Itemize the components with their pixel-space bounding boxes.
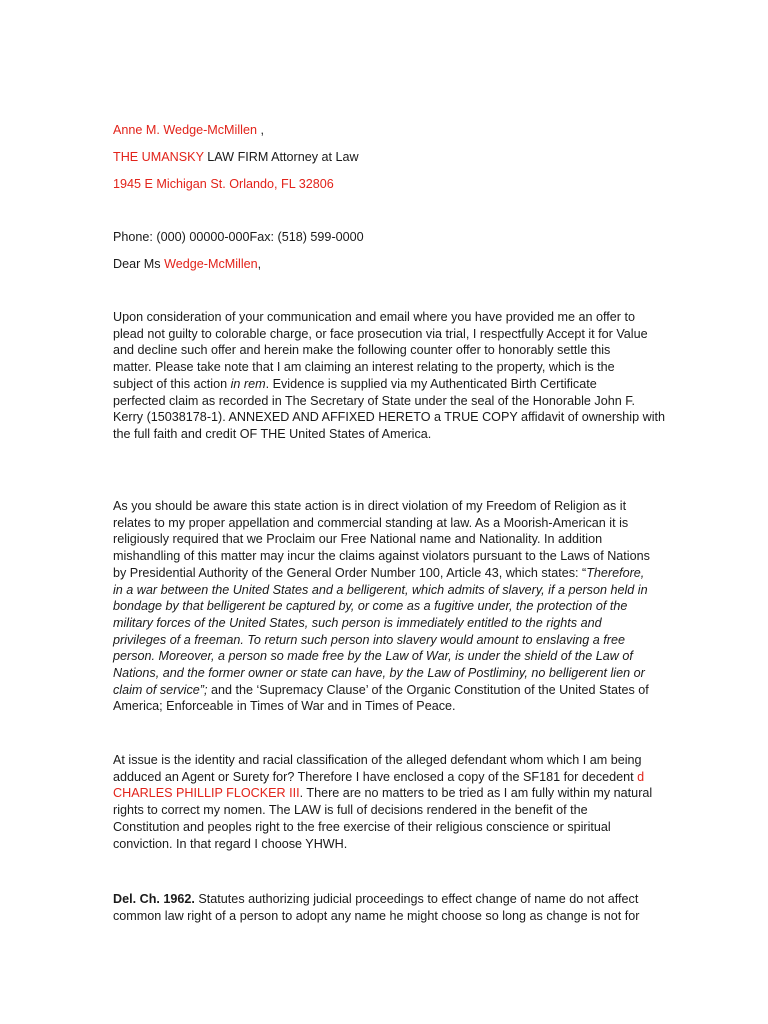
quote-line-6: Nations, and the former owner or state can have, by the Law of Postliminy, no belligerent lien or (113, 666, 645, 681)
quote-line-2: bondage by that belligerent be captured by, or come as a fugitive under, the protection of the (113, 599, 628, 614)
firm-name-rest: LAW FIRM Attorney at Law (203, 150, 359, 164)
salutation-prefix: Dear Ms (113, 257, 165, 271)
salutation (113, 256, 261, 273)
p2-line-2: relates to my proper appellation and commercial standing at law. As a Moorish-American it is (113, 515, 629, 530)
salutation-name: Wedge-McMillen (164, 257, 258, 271)
p1-line-4: matter. Please take note that I am claiming an interest relating to the property, which is the (113, 360, 615, 375)
p3-line-1: At issue is the identity and racial classification of the alleged defendant whom which I am being (113, 753, 642, 767)
p1-line-3: and decline such offer and herein make the following counter offer to honorably settle this (113, 343, 611, 358)
firm-name-red: THE UMANSKY (113, 150, 204, 164)
paragraph-identity (113, 752, 653, 852)
quote-line-5: person. Moreover, a person so made free by the Law of War, is under the shield of the Law of (113, 649, 633, 664)
p3-line-3-rest: . There are no matters to be tried as I am fully within my natural (299, 786, 653, 801)
p3-line-4: rights to correct my nomen. The LAW is full of decisions rendered in the benefit of the (113, 803, 588, 818)
firm-address: 1945 E Michigan St. Orlando, FL 32806 (113, 177, 334, 191)
quote-line-4: privileges of a freeman. To return such person into slavery would amount to enslaving a free (113, 632, 625, 647)
paragraph-counter-offer (113, 309, 666, 443)
quote-start-italic: Therefore, (586, 565, 645, 580)
attorney-name-suffix: , (256, 123, 264, 137)
p2-line-13: America; Enforceable in Times of War and in Times of Peace. (113, 699, 456, 714)
p1-line-8: the full faith and credit OF THE United States of America. (113, 426, 432, 441)
case-citation: Del. Ch. 1962. (113, 892, 195, 906)
quote-end-italic: claim of service”; (113, 682, 208, 697)
p3-line-2 (113, 769, 645, 786)
attorney-name-line (113, 122, 264, 139)
p1-line-5-rest: . Evidence is supplied via my Authenticated Birth Certificate (265, 376, 597, 391)
p2-line-3: religiously required that we Proclaim our Free National name and Nationality. In addition (113, 532, 603, 547)
supremacy-clause-text: and the ‘Supremacy Clause’ of the Organic Constitution of the United States of (207, 682, 649, 697)
quote-line-3: military forces of the United States, such person is immediately entitled to the rights and (113, 615, 602, 630)
quote-line-1: in a war between the United States and a belligerent, which admits of slavery, if a person held in (113, 582, 648, 597)
p2-line-5 (113, 565, 645, 582)
p4-line-1-rest: Statutes authorizing judicial proceedings to effect change of name do not affect (194, 892, 639, 906)
p3-line-3 (113, 785, 653, 802)
p3-line-6: conviction. In that regard I choose YHWH. (113, 836, 348, 851)
phone-fax-line: Phone: (000) 00000-000Fax: (518) 599-0000 (113, 230, 364, 244)
paragraph-case-citation (113, 891, 641, 924)
p1-line-2: plead not guilty to colorable charge, or face prosecution via trial, I respectfully Accept it for Value (113, 326, 648, 341)
decedent-marker: d (637, 769, 645, 784)
firm-line (113, 149, 359, 166)
p2-line-12 (113, 682, 649, 699)
p1-line-5 (113, 376, 641, 393)
p1-line-7: Kerry (15038178-1). ANNEXED AND AFFIXED HERETO a TRUE COPY affidavit of ownership with (113, 410, 666, 425)
p2-line-5-text: by Presidential Authority of the General Order Number 100, Article 43, which states: “ (113, 565, 587, 580)
attorney-name: Anne M. Wedge-McMillen (113, 123, 257, 137)
p1-line-6: perfected claim as recorded in The Secretary of State under the seal of the Honorable John F. (113, 393, 636, 408)
decedent-name: CHARLES PHILLIP FLOCKER III (113, 786, 300, 801)
p4-line-2: common law right of a person to adopt any name he might choose so long as change is not for (113, 908, 640, 923)
p2-line-1: As you should be aware this state action is in direct violation of my Freedom of Religion as it (113, 499, 627, 513)
p2-line-4: mishandling of this matter may incur the claims against violators pursuant to the Laws of Nations (113, 549, 650, 564)
p1-line-1: Upon consideration of your communication and email where you have provided me an offer to (113, 310, 636, 324)
in-rem-italic: in rem (230, 376, 266, 391)
p1-line-5-text: subject of this action (113, 376, 231, 391)
p3-line-2-text: adduced an Agent or Surety for? Therefore I have enclosed a copy of the SF181 for decedent (113, 769, 638, 784)
paragraph-freedom-of-religion (113, 498, 650, 715)
salutation-suffix: , (257, 257, 262, 271)
p4-line-1 (113, 891, 641, 908)
p3-line-5: Constitution and peoples right to the free exercise of their religious conscience or spiritual (113, 819, 611, 834)
